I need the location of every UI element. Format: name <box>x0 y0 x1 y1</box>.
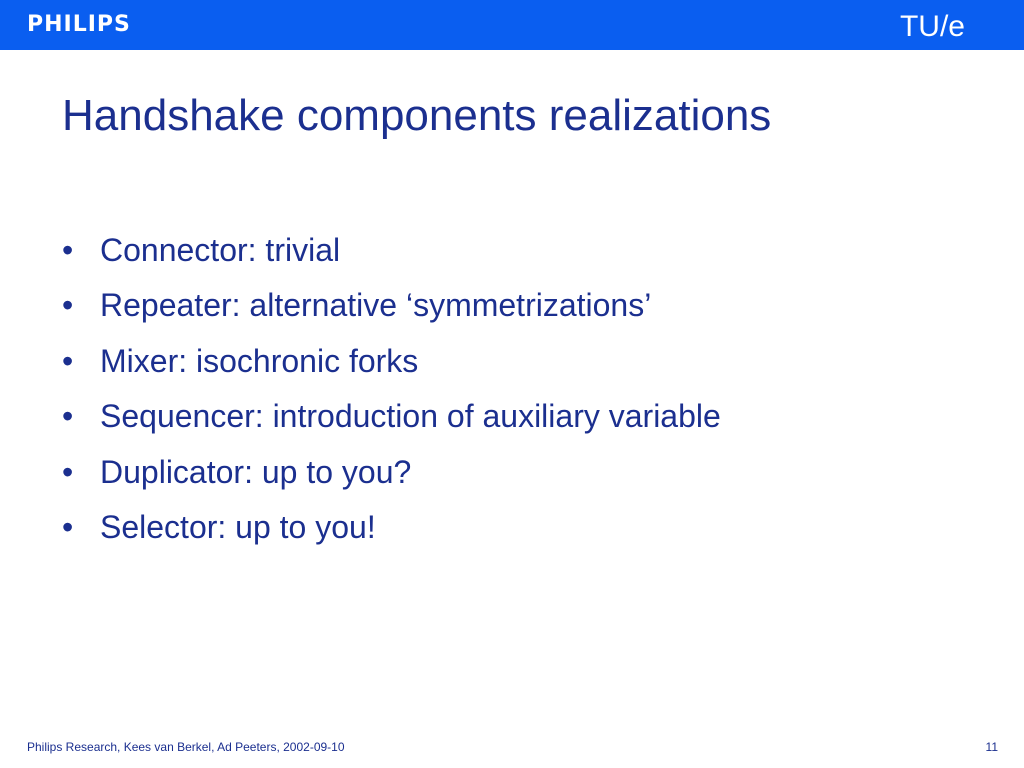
bullet-text: Repeater: alternative ‘symmetrizations’ <box>100 287 652 324</box>
slide-title: Handshake components realizations <box>62 91 772 140</box>
bullet-item-repeater <box>62 278 721 333</box>
bullet-item-mixer <box>62 334 721 389</box>
bullet-list <box>62 223 721 555</box>
tue-logo: TU/e <box>899 10 965 43</box>
bullet-text: Mixer: isochronic forks <box>100 342 419 379</box>
bullet-text: Duplicator: up to you? <box>100 453 412 490</box>
bullet-text: Connector: trivial <box>100 232 341 268</box>
bullet-item-duplicator <box>62 445 721 500</box>
philips-logo: PHILIPS <box>27 12 131 37</box>
bullet-icon: • <box>62 509 74 546</box>
header-bar <box>0 0 1024 50</box>
bullet-item-selector <box>62 500 721 555</box>
page-number: 11 <box>985 740 998 754</box>
bullet-text: Sequencer: introduction of auxiliary variable <box>100 398 721 435</box>
footer-credit: Philips Research, Kees van Berkel, Ad Peeters, 2002-09-10 <box>27 740 345 754</box>
bullet-text: Selector: up to you! <box>100 509 376 546</box>
bullet-icon: • <box>62 342 74 379</box>
bullet-icon: • <box>62 232 74 268</box>
bullet-item-connector <box>62 223 721 278</box>
bullet-icon: • <box>62 287 74 324</box>
bullet-icon: • <box>62 398 74 435</box>
bullet-item-sequencer <box>62 389 721 444</box>
bullet-icon: • <box>62 453 74 490</box>
